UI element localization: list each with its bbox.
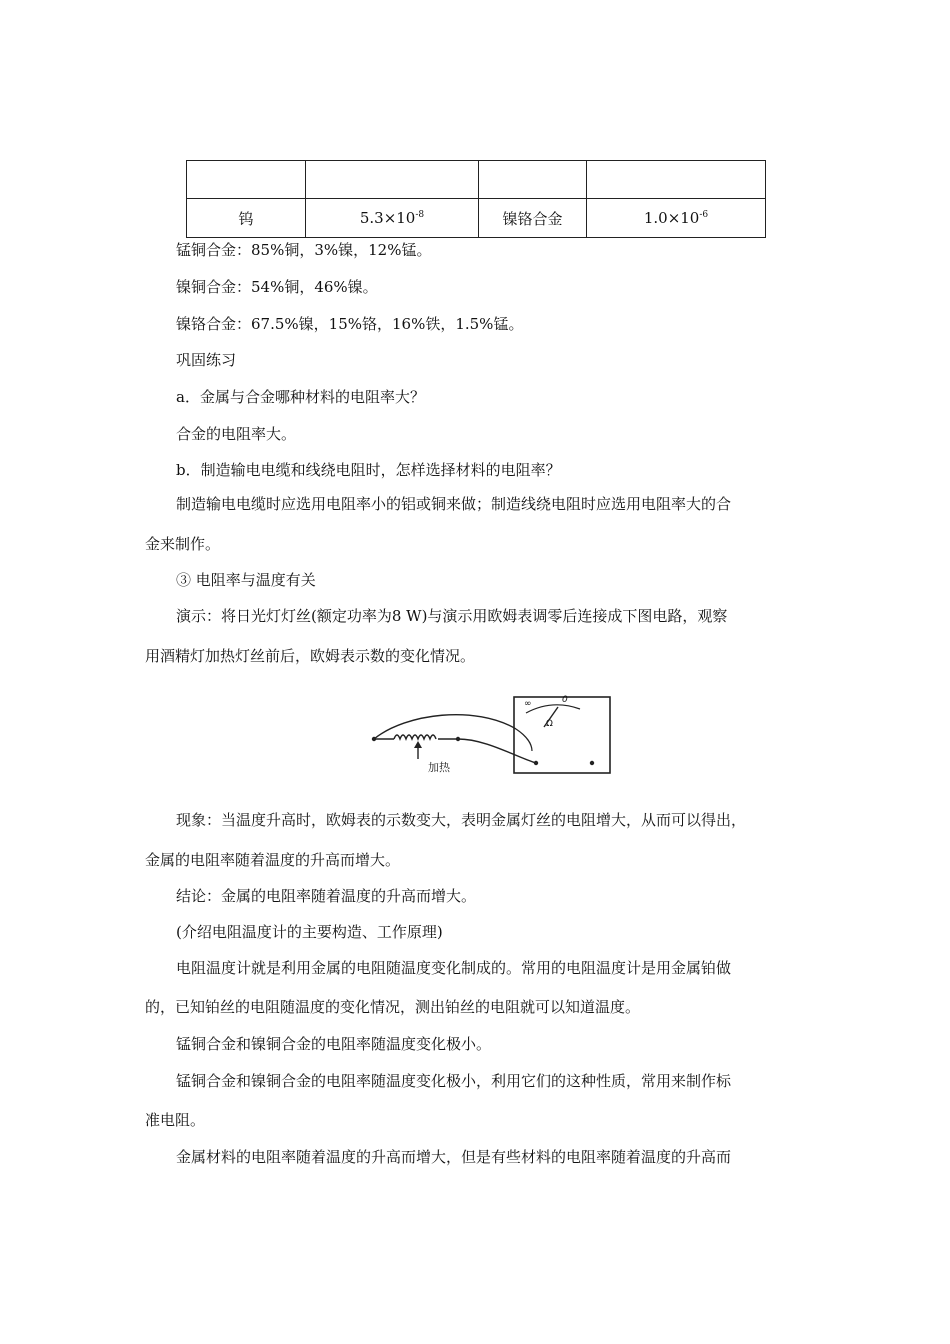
alloy-value-cell — [587, 199, 766, 238]
table-cell — [187, 161, 306, 199]
resistivity-table — [186, 160, 766, 238]
heat-label: 加热 — [428, 761, 450, 774]
table-row — [187, 161, 766, 199]
demo-line-1: 演示：将日光灯灯丝(额定功率为8 W)与演示用欧姆表调零后连接成下图电路，观察 — [176, 607, 728, 625]
metal-value-base: 5.3×10 — [359, 209, 416, 227]
answer-line-1: 制造输电电缆时应选用电阻率小的铝或铜来做；制造线绕电阻时应选用电阻率大的合 — [176, 495, 732, 513]
alloy-name-cell: 镍铬合金 — [479, 199, 587, 238]
node-dot — [372, 737, 376, 741]
paragraph: 锰铜合金和镍铜合金的电阻率随温度变化极小。 — [176, 1035, 492, 1053]
phenomenon-line-2: 金属的电阻率随着温度的升高而增大。 — [145, 851, 401, 869]
alloy-value-base: 1.0×10 — [643, 209, 700, 227]
section-heading: 巩固练习 — [176, 351, 237, 369]
infinity-mark: ∞ — [524, 699, 532, 709]
lower-wire — [438, 739, 536, 763]
thermometer-line-1: 电阻温度计就是利用金属的电阻随温度变化制成的。常用的电阻温度计是用金属铂做 — [176, 959, 732, 977]
table-row — [187, 199, 766, 238]
alloy-value-exponent: -6 — [699, 210, 709, 220]
table-cell — [587, 161, 766, 199]
ohmmeter-scale — [526, 705, 580, 713]
circuit-diagram — [366, 693, 614, 777]
paragraph: 镍铜合金：54%铜，46%镍。 — [176, 278, 378, 296]
filament-coil — [394, 735, 436, 739]
ohm-mark: Ω — [546, 719, 553, 729]
node-dot — [456, 737, 460, 741]
meter-lead-1 — [516, 729, 532, 751]
question: b．制造输电电缆和线绕电阻时，怎样选择材料的电阻率？ — [176, 461, 561, 479]
node-dot — [590, 761, 594, 765]
note: (介绍电阻温度计的主要构造、工作原理) — [176, 923, 443, 941]
paragraph: 镍铬合金：67.5%镍，15%铬，16%铁，1.5%锰。 — [176, 315, 524, 333]
answer-line-2: 金来制作。 — [145, 535, 221, 553]
circuit-drawing — [366, 693, 614, 777]
question: a．金属与合金哪种材料的电阻率大？ — [176, 388, 425, 406]
zero-mark: 0 — [562, 695, 568, 705]
paragraph: 金属材料的电阻率随着温度的升高而增大，但是有些材料的电阻率随着温度的升高而 — [176, 1148, 732, 1166]
table-cell — [306, 161, 479, 199]
phenomenon-line-1: 现象：当温度升高时，欧姆表的示数变大，表明金属灯丝的电阻增大，从而可以得出， — [176, 811, 747, 829]
answer: 合金的电阻率大。 — [176, 425, 297, 443]
heat-arrow-head — [414, 741, 422, 748]
demo-line-2: 用酒精灯加热灯丝前后，欧姆表示数的变化情况。 — [145, 647, 476, 665]
node-dot — [534, 761, 538, 765]
conclusion: 结论：金属的电阻率随着温度的升高而增大。 — [176, 887, 477, 905]
section-heading: ③ 电阻率与温度有关 — [176, 571, 316, 589]
metal-name-cell: 钨 — [187, 199, 306, 238]
standard-resistor-line-1: 锰铜合金和镍铜合金的电阻率随温度变化极小，利用它们的这种性质，常用来制作标 — [176, 1072, 732, 1090]
paragraph: 锰铜合金：85%铜，3%镍，12%锰。 — [176, 241, 432, 259]
metal-value-exponent: -8 — [415, 210, 425, 220]
table-cell — [479, 161, 587, 199]
metal-value-cell — [306, 199, 479, 238]
thermometer-line-2: 的，已知铂丝的电阻随温度的变化情况，测出铂丝的电阻就可以知道温度。 — [145, 998, 641, 1016]
standard-resistor-line-2: 准电阻。 — [145, 1111, 206, 1129]
